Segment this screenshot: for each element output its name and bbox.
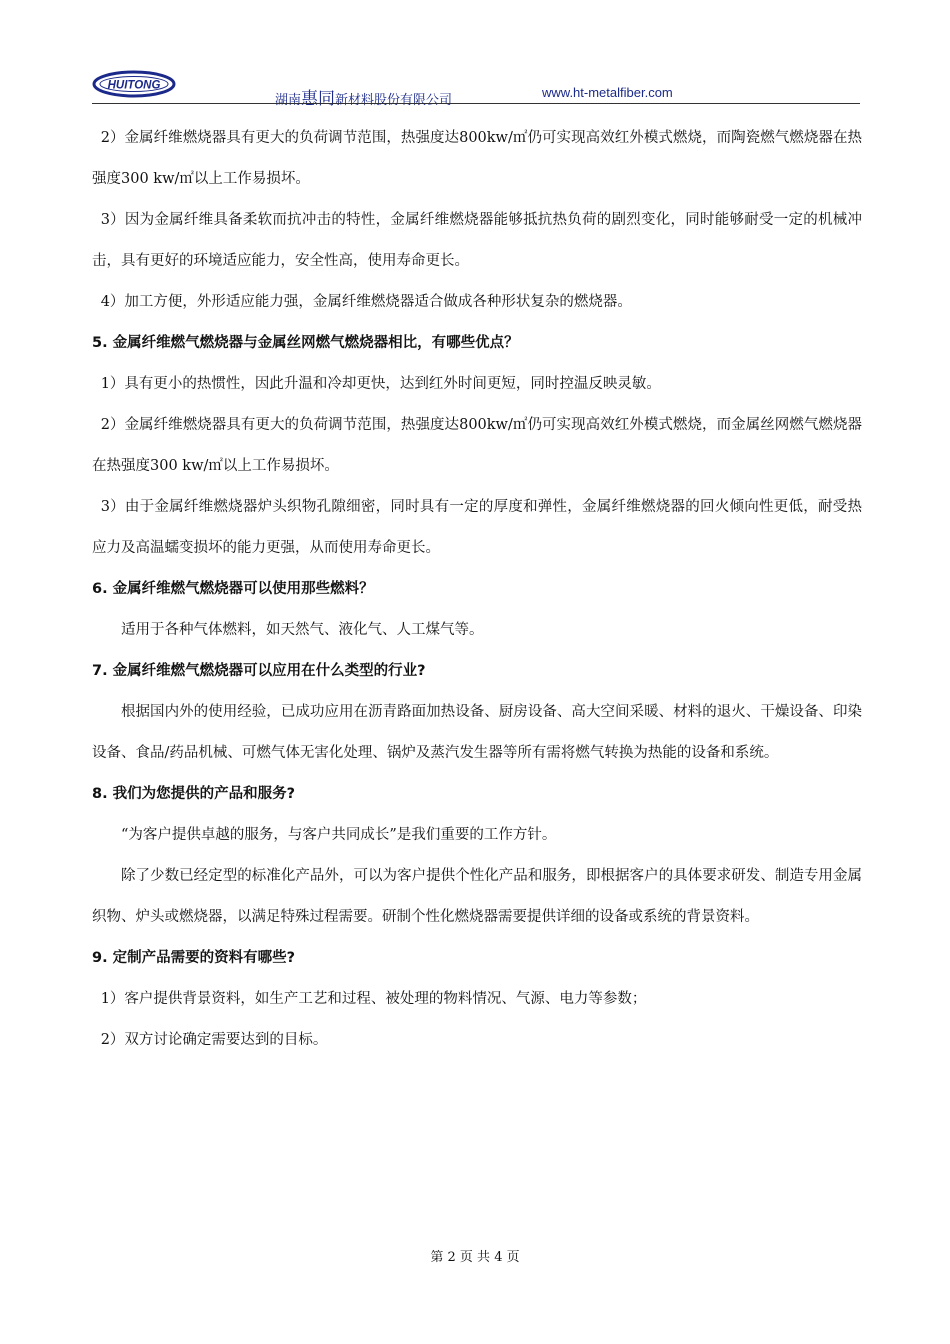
page-number: 第 2 页 共 4 页 <box>430 1250 520 1265</box>
document-body <box>92 118 862 1061</box>
list-item: 4）加工方便，外形适应能力强，金属纤维燃烧器适合做成各种形状复杂的燃烧器。 <box>100 294 632 310</box>
list-item: 1）客户提供背景资料，如生产工艺和过程、被处理的物料情况、气源、电力等参数； <box>100 991 647 1007</box>
logo-text: HUITONG <box>107 79 161 92</box>
list-item: 3）因为金属纤维具备柔软而抗冲击的特性，金属纤维燃烧器能够抵抗热负荷的剧烈变化，同时能够耐受一定的机械冲击，具有更好的环境适应能力，安全性高，使用寿命更长。 <box>92 212 862 269</box>
company-name: 湖南惠同新材料股份有限公司 <box>275 89 453 109</box>
section-heading: 7. 金属纤维燃气燃烧器可以应用在什么类型的行业? <box>92 663 426 679</box>
body-paragraph: 除了少数已经定型的标准化产品外，可以为客户提供个性化产品和服务，即根据客户的具体要求研发、制造专用金属织物、炉头或燃烧器，以满足特殊过程需要。研制个性化燃烧器需要提供详细的设备或系统的背景资料。 <box>92 868 862 925</box>
list-item: 2）双方讨论确定需要达到的目标。 <box>100 1032 328 1048</box>
section-heading: 5. 金属纤维燃气燃烧器与金属丝网燃气燃烧器相比，有哪些优点？ <box>92 335 519 351</box>
huitong-logo <box>92 70 176 98</box>
section-heading: 9. 定制产品需要的资料有哪些? <box>92 950 296 966</box>
header-divider <box>92 103 860 104</box>
list-item: 2）金属纤维燃烧器具有更大的负荷调节范围，热强度达800kw/㎡仍可实现高效红外模式燃烧，而陶瓷燃气燃烧器在热强度300 kw/㎡以上工作易损坏。 <box>92 130 862 187</box>
list-item: 2）金属纤维燃烧器具有更大的负荷调节范围，热强度达800kw/㎡仍可实现高效红外模式燃烧，而金属丝网燃气燃烧器在热强度300 kw/㎡以上工作易损坏。 <box>92 417 862 474</box>
company-website[interactable]: www.ht-metalfiber.com <box>542 85 673 100</box>
body-paragraph: 根据国内外的使用经验，已成功应用在沥青路面加热设备、厨房设备、高大空间采暖、材料的退火、干燥设备、印染设备、食品/药品机械、可燃气体无害化处理、锅炉及蒸汽发生器等所有需将燃气转换为热能的设备和系统。 <box>92 704 862 761</box>
section-heading: 6. 金属纤维燃气燃烧器可以使用那些燃料？ <box>92 581 374 597</box>
section-heading: 8. 我们为您提供的产品和服务? <box>92 786 296 802</box>
page-header <box>92 68 860 109</box>
body-paragraph: 适用于各种气体燃料，如天然气、液化气、人工煤气等。 <box>121 622 484 638</box>
list-item: 1）具有更小的热惯性，因此升温和冷却更快，达到红外时间更短，同时控温反映灵敏。 <box>100 376 661 392</box>
list-item: 3）由于金属纤维燃烧器炉头织物孔隙细密，同时具有一定的厚度和弹性，金属纤维燃烧器的回火倾向性更低，耐受热应力及高温蠕变损坏的能力更强，从而使用寿命更长。 <box>92 499 862 556</box>
body-paragraph: “为客户提供卓越的服务，与客户共同成长”是我们重要的工作方针。 <box>121 827 557 843</box>
